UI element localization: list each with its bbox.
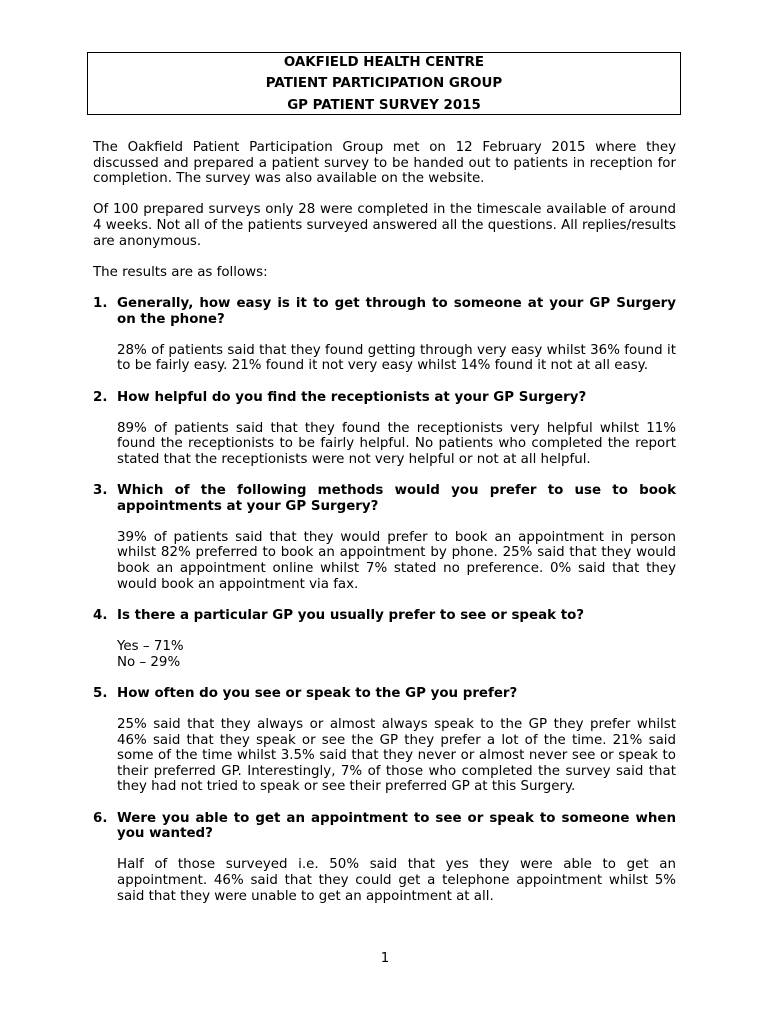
question-text: How often do you see or speak to the GP you prefer? xyxy=(117,685,518,701)
question-6 xyxy=(93,811,676,842)
question-2 xyxy=(93,390,676,406)
question-number: 3. xyxy=(93,483,108,499)
question-1 xyxy=(93,296,676,327)
intro-paragraph-1: The Oakfield Patient Participation Group met on 12 February 2015 where they discussed and prepared a patient survey to be handed out to patients in reception for completion. The survey was also available on the website. xyxy=(93,140,676,187)
question-text: Were you able to get an appointment to see or speak to someone when you wanted? xyxy=(117,810,676,842)
answer-3: 39% of patients said that they would prefer to book an appointment in person whilst 82% preferred to book an appointment by phone. 25% said that they would book an appointment online whilst 7% stated no preference. 0% said that they would book an appointment via fax. xyxy=(117,529,676,592)
answer-4 xyxy=(117,639,676,670)
question-number: 4. xyxy=(93,607,108,623)
question-number: 2. xyxy=(93,389,108,405)
question-text: Is there a particular GP you usually prefer to see or speak to? xyxy=(117,607,585,623)
title-box xyxy=(87,52,681,115)
question-number: 5. xyxy=(93,685,108,701)
answer-no: No – 29% xyxy=(117,654,181,670)
question-number: 6. xyxy=(93,810,108,826)
page-number: 1 xyxy=(380,951,390,966)
question-3 xyxy=(93,483,676,514)
question-number: 1. xyxy=(93,295,108,311)
question-text: How helpful do you find the receptionists at your GP Surgery? xyxy=(117,389,587,405)
question-5 xyxy=(93,686,676,702)
question-4 xyxy=(93,608,676,624)
title-survey-name: GP PATIENT SURVEY 2015 xyxy=(287,98,481,113)
question-text: Which of the following methods would you prefer to use to book appointments at your GP Surgery? xyxy=(117,483,676,514)
title-group-name: PATIENT PARTICIPATION GROUP xyxy=(265,76,503,91)
answer-1: 28% of patients said that they found getting through very easy whilst 36% found it to be fairly easy. 21% found it not very easy whilst 14% found it not at all easy. xyxy=(117,342,676,374)
intro-paragraph-3: The results are as follows: xyxy=(93,264,268,280)
document-body xyxy=(93,140,676,920)
intro-paragraph-2: Of 100 prepared surveys only 28 were completed in the timescale available of around 4 weeks. Not all of the patients surveyed answered all the questions. All replies/results are anonymous. xyxy=(93,202,676,249)
answer-6: Half of those surveyed i.e. 50% said that yes they were able to get an appointment. 46% said that they could get a telephone appointment whilst 5% said that they were unable to get an appointment at all. xyxy=(117,857,676,904)
answer-2: 89% of patients said that they found the receptionists very helpful whilst 11% found the receptionists to be fairly helpful. No patients who completed the report stated that the receptionists were not very helpful or not at all helpful. xyxy=(117,420,676,467)
answer-5: 25% said that they always or almost always speak to the GP they prefer whilst 46% said that they speak or see the GP they prefer a lot of the time. 21% said some of the time whilst 3.5% said that they never or almost never see or speak to their preferred GP. Interestingly, 7% of those who completed the survey said that they had not tried to speak or see their preferred GP at this Surgery. xyxy=(117,716,676,795)
question-text: Generally, how easy is it to get through to someone at your GP Surgery on the phone? xyxy=(117,295,676,327)
title-practice-name: OAKFIELD HEALTH CENTRE xyxy=(283,55,485,70)
answer-yes: Yes – 71% xyxy=(117,639,184,654)
